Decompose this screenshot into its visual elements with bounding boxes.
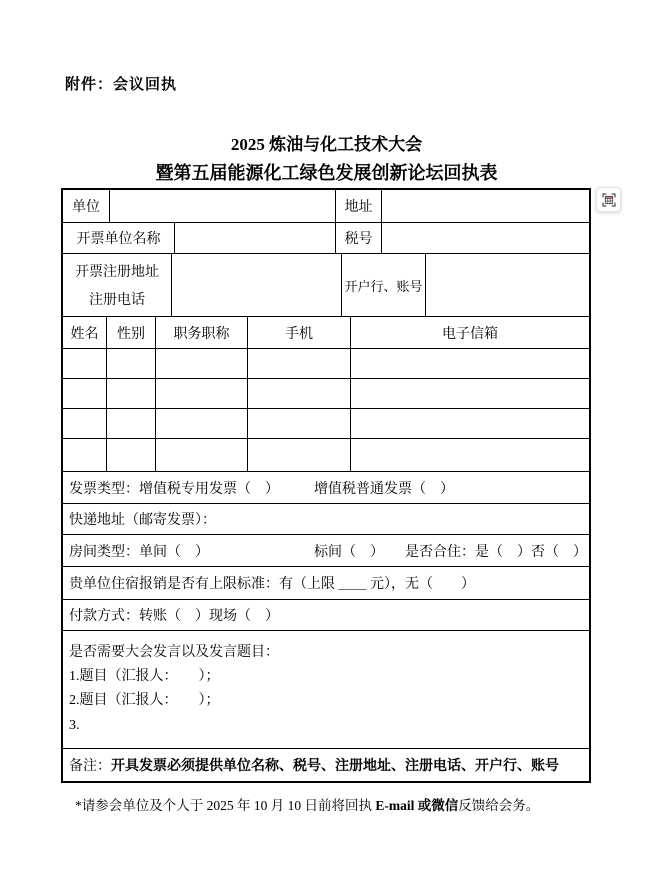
speech-question: 是否需要大会发言以及发言题目：	[69, 644, 279, 660]
col-header-mobile: 手机	[247, 317, 350, 348]
unit-input-cell[interactable]	[109, 190, 335, 222]
speech-topic-2: 2.题目（汇报人： ）；	[69, 693, 220, 709]
attendee-cell[interactable]	[350, 409, 589, 438]
attendee-cell[interactable]	[63, 379, 106, 408]
remark-text: 开具发票必须提供单位名称、税号、注册地址、注册电话、开户行、账号	[111, 759, 559, 774]
attendee-cell[interactable]	[247, 379, 350, 408]
attendee-row	[63, 348, 589, 378]
attendee-cell[interactable]	[106, 349, 155, 378]
invoice-reg-line1: 开票注册地址	[75, 265, 159, 281]
attendee-header-row	[63, 316, 589, 348]
attendee-cell[interactable]	[106, 439, 155, 471]
footer-note-prefix: *请参会单位及个人于 2025 年 10 月 10 日前将回执	[75, 798, 376, 813]
conference-subtitle: 暨第五届能源化工绿色发展创新论坛回执表	[155, 163, 498, 183]
attendee-row	[63, 408, 589, 438]
invoice-type-text: 发票类型：增值税专用发票（ ） 增值税普通发票（ ）	[69, 481, 454, 497]
speech-topic-3: 3.	[69, 717, 80, 733]
footer-note-bold: E-mail 或微信	[375, 798, 459, 813]
attendee-cell[interactable]	[247, 409, 350, 438]
attendee-cell[interactable]	[155, 349, 247, 378]
footer-note	[75, 794, 615, 814]
attendee-cell[interactable]	[155, 439, 247, 471]
col-header-email: 电子信箱	[350, 317, 589, 348]
attendee-row	[63, 438, 589, 471]
express-address-row	[63, 503, 589, 534]
attendee-cell[interactable]	[350, 379, 589, 408]
attendee-cell[interactable]	[63, 439, 106, 471]
bank-account-label: 开户行、账号	[341, 254, 425, 316]
unit-label: 单位	[72, 200, 100, 215]
attendee-cell[interactable]	[350, 439, 589, 471]
reimburse-row	[63, 566, 589, 599]
speech-topic-1: 1.题目（汇报人： ）；	[69, 668, 220, 684]
attendee-cell[interactable]	[106, 379, 155, 408]
remark-label: 备注：	[69, 759, 111, 774]
tax-id-label: 税号	[335, 223, 381, 253]
address-input-cell[interactable]	[381, 190, 589, 222]
attachment-label: 附件：会议回执	[65, 77, 178, 93]
col-header-position: 职务职称	[155, 317, 247, 348]
invoice-reg-input-cell[interactable]	[171, 254, 341, 316]
invoice-reg-label	[63, 254, 171, 316]
form-row-invoice-tax	[63, 222, 589, 253]
room-type-row	[63, 534, 589, 566]
invoice-name-input-cell[interactable]	[174, 223, 335, 253]
footer-note-suffix: 反馈给会务。	[458, 798, 540, 813]
remark-row	[63, 748, 589, 781]
attendee-cell[interactable]	[63, 409, 106, 438]
attendee-cell[interactable]	[106, 409, 155, 438]
attendee-cell[interactable]	[247, 439, 350, 471]
invoice-name-label: 开票单位名称	[76, 232, 161, 247]
invoice-reg-line2: 注册电话	[89, 292, 145, 308]
attendee-cell[interactable]	[247, 349, 350, 378]
table-capture-icon	[601, 192, 617, 208]
tax-id-input-cell[interactable]	[381, 223, 589, 253]
invoice-type-row	[63, 471, 589, 503]
reimburse-text: 贵单位住宿报销是否有上限标准：有（上限 ＿＿ 元），无（ ）	[69, 577, 475, 592]
form-row-reg-bank	[63, 253, 589, 316]
room-type-text: 房间类型：单间（ ） 标间（ ） 是否合住：是（ ）否（ ）	[69, 544, 587, 560]
payment-text: 付款方式：转账（ ）现场（ ）	[69, 609, 279, 624]
attendee-cell[interactable]	[155, 379, 247, 408]
bank-account-input-cell[interactable]	[425, 254, 589, 316]
col-header-gender: 性别	[106, 317, 155, 348]
address-label: 地址	[335, 190, 381, 222]
attendee-cell[interactable]	[350, 349, 589, 378]
speech-row	[63, 630, 589, 748]
speech-cell	[63, 631, 589, 748]
conference-title: 2025 炼油与化工技术大会	[230, 135, 423, 154]
table-capture-button[interactable]	[596, 187, 621, 212]
express-address-text: 快递地址（邮寄发票）：	[69, 513, 216, 528]
reply-form-table	[61, 188, 591, 783]
attendee-row	[63, 378, 589, 408]
attendee-cell[interactable]	[155, 409, 247, 438]
remark-cell	[63, 749, 589, 781]
col-header-name: 姓名	[70, 326, 99, 342]
attendee-cell[interactable]	[63, 349, 106, 378]
payment-row	[63, 599, 589, 630]
form-row-unit-address	[63, 190, 589, 222]
